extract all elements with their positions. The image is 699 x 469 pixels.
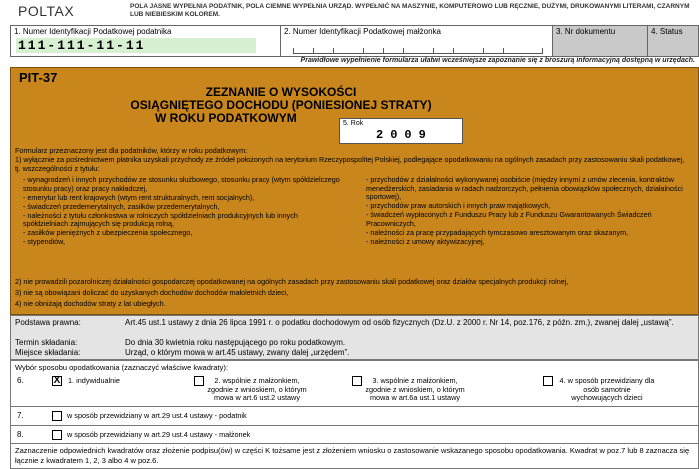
list-item: - emerytur lub rent krajowych (wtym rent strukturalnych, rent socjalnych), xyxy=(23,192,255,202)
tax-year-field[interactable] xyxy=(339,118,463,144)
single-parent-label: 4. w sposób przewidziany dla osób samotnie wychowujących dzieci xyxy=(559,376,655,402)
list-item: - przychodów praw autorskich i innych praw majątkowych, xyxy=(366,201,551,210)
place-row xyxy=(15,348,695,358)
tax-year-label: 5. Rok xyxy=(343,120,364,127)
joint-art6a-checkbox[interactable] xyxy=(352,376,362,386)
art29-spouse-checkbox[interactable] xyxy=(52,430,62,440)
art29-spouse-label: w sposób przewidziany w art.29 ust.4 ustawy - małżonek xyxy=(67,430,251,439)
joint-art6a-label: 3. wspólnie z małżonkiem, zgodnie z wnioskiem, o którym mowa w art.6a ust.1 ustawy xyxy=(365,376,465,402)
form-point-4: 4) nie obniżają dochodów straty z lat ubiegłych. xyxy=(15,299,166,308)
form-point-3: 3) nie są obowiązani doliczać do uzyskanych dochodów dochodów małoletnich dzieci, xyxy=(15,288,289,297)
art29-taxpayer-label: w sposób przewidziany w art.29 ust.4 ustawy - podatnik xyxy=(67,411,247,420)
income-list-right xyxy=(366,176,691,247)
list-item: - przychodów z działalności wykonywanej osobiście (między innymi z umów zlecenia, kontraktów menedżerskich, zasiadania w radach nadzorczych, pełnienia obowiązków społecznych, działalności sportowej), xyxy=(366,175,683,201)
divider xyxy=(11,425,698,426)
tax-year-value: 2009 xyxy=(376,128,433,142)
document-number-cell xyxy=(553,26,648,56)
form-title-section xyxy=(10,67,699,315)
list-item: - świadczeń przedemerytalnych, zasiłków przedemerytalnych, xyxy=(23,201,220,211)
divider xyxy=(11,406,698,407)
list-item: - zasiłków pieniężnych z ubezpieczenia społecznego, xyxy=(23,228,193,237)
list-item: - należności z umowy aktywizacyjnej, xyxy=(366,236,485,246)
form-intro: Formularz przeznaczony jest dla podatników, którzy w roku podatkowym: xyxy=(15,146,248,155)
brand-logo-text: POLTAX xyxy=(18,3,75,19)
legal-basis-value: Art.45 ust.1 ustawy z dnia 26 lipca 1991 r. o podatku dochodowym od osób fizycznych (Dz.U. z 2000 r. Nr 14, poz.176, z późn. zm.), zwanej dalej „ustawą”. xyxy=(125,318,674,327)
place-label: Miejsce składania: xyxy=(15,348,81,357)
form-point-2: 2) nie prowadzili pozarolniczej działalności gospodarczej opodatkowanej na ogólnych zasadach przy zastosowaniu skali podatkowej oraz działów specjalnych produkcji rolnej, xyxy=(15,277,569,286)
form-point-1: 1) wyłącznie za pośrednictwem płatnika uzyskali przychody ze źródeł położonych na terytorium Rzeczypospolitej Polskiej, podlegające opodatkowaniu na ogólnych zasadach przy zastosowaniu skali podatkowej, tj. wszczególności z tytułu: xyxy=(15,155,685,173)
taxpayer-nip-cell xyxy=(11,26,281,56)
individual-checkbox[interactable]: X xyxy=(53,375,61,386)
identification-row xyxy=(10,25,699,57)
place-value: Urząd, o którym mowa w art.45 ustawy, zwany dalej „urzędem”. xyxy=(125,348,350,357)
form-header xyxy=(0,0,699,25)
brochure-instruction: Prawidłowe wypełnienie formularza ułatwi wcześniejsze zapoznanie się z broszurą informacyjną dostępną w urzędach. xyxy=(300,57,695,64)
divider xyxy=(11,443,698,444)
field-6-number: 6. xyxy=(17,376,24,385)
taxation-method-footnote: Zaznaczenie odpowiednich kwadratów oraz złożenie podpisu(ów) w części K tożsame jest z złożeniem wniosku o zastosowanie wskazanego sposobu opodatkowania. Kwadrat w poz.7 lub 8 zaznacza się łącznie z kwadratem 1, 2, 3 albo 4 w poz.6. xyxy=(15,446,690,465)
fill-instructions: POLA JASNE WYPEŁNIA PODATNIK, POLA CIEMNE WYPEŁNIA URZĄD. WYPEŁNIĆ NA MASZYNIE, KOMPUTEROWO LUB RĘCZNIE, DUŻYMI, DRUKOWANYMI LITERAMI, CZARNYM LUB NIEBIESKIM KOLOREM. xyxy=(130,3,690,18)
deadline-value: Do dnia 30 kwietnia roku następującego po roku podatkowym. xyxy=(125,338,346,347)
single-parent-checkbox[interactable] xyxy=(543,376,553,386)
status-label: 4. Status xyxy=(651,27,683,36)
list-item: - wynagrodzeń i innych przychodów ze stosunku służbowego, stosunku pracy (wtym spółdzielczego stosunku pracy) oraz pracy nakładczej, xyxy=(23,175,340,193)
taxation-method-header: Wybór sposobu opodatkowania (zaznaczyć właściwe kwadraty): xyxy=(15,363,228,372)
taxpayer-nip-label: 1. Numer Identyfikacji Podatkowej podatnika xyxy=(14,27,172,36)
list-item: - należności za pracę przypadających tymczasowo aresztowanym oraz skazanym, xyxy=(366,227,629,237)
taxation-method-section xyxy=(10,360,699,469)
taxpayer-nip-input[interactable]: 111-111-11-11 xyxy=(16,38,256,53)
list-item: - należności z tytułu członkostwa w rolniczych spółdzielniach produkcyjnych lub innych spółdzielniach zajmujących się produkcją rolną, xyxy=(23,210,298,228)
field-7-number: 7. xyxy=(17,411,24,420)
art29-taxpayer-checkbox[interactable] xyxy=(52,411,62,421)
legal-basis-row xyxy=(15,318,695,338)
income-list-left xyxy=(23,176,341,247)
field-8-number: 8. xyxy=(17,430,24,439)
list-item: - świadczeń wypłaconych z Funduszu Pracy lub z Funduszu Gwarantowanych Świadczeń Pracowniczych, xyxy=(366,210,652,228)
form-title-line-3: W ROKU PODATKOWYM xyxy=(155,111,297,125)
list-item: - stypendiów, xyxy=(23,237,65,246)
deadline-row xyxy=(15,338,695,348)
status-cell xyxy=(648,26,699,56)
joint-art6-label: 2. wspólnie z małżonkiem, zgodnie z wnioskiem, o którym mowa w art.6 ust.2 ustawy xyxy=(207,376,307,402)
document-number-label: 3. Nr dokumentu xyxy=(556,27,616,36)
spouse-nip-input[interactable] xyxy=(293,44,543,54)
joint-art6-checkbox[interactable] xyxy=(194,376,204,386)
legal-basis-label: Podstawa prawna: xyxy=(15,318,81,327)
spouse-nip-cell xyxy=(281,26,553,56)
legal-info-section xyxy=(10,315,699,360)
deadline-label: Termin składania: xyxy=(15,338,78,347)
form-title-line-2: OSIĄGNIĘTEGO DOCHODU (PONIESIONEJ STRATY) xyxy=(130,98,432,112)
form-title-line-1: ZEZNANIE O WYSOKOŚCI xyxy=(205,85,357,99)
individual-label: 1. indywidualnie xyxy=(68,376,120,385)
form-code: PIT-37 xyxy=(19,70,58,85)
spouse-nip-label: 2. Numer Identyfikacji Podatkowej małżonka xyxy=(284,27,441,36)
